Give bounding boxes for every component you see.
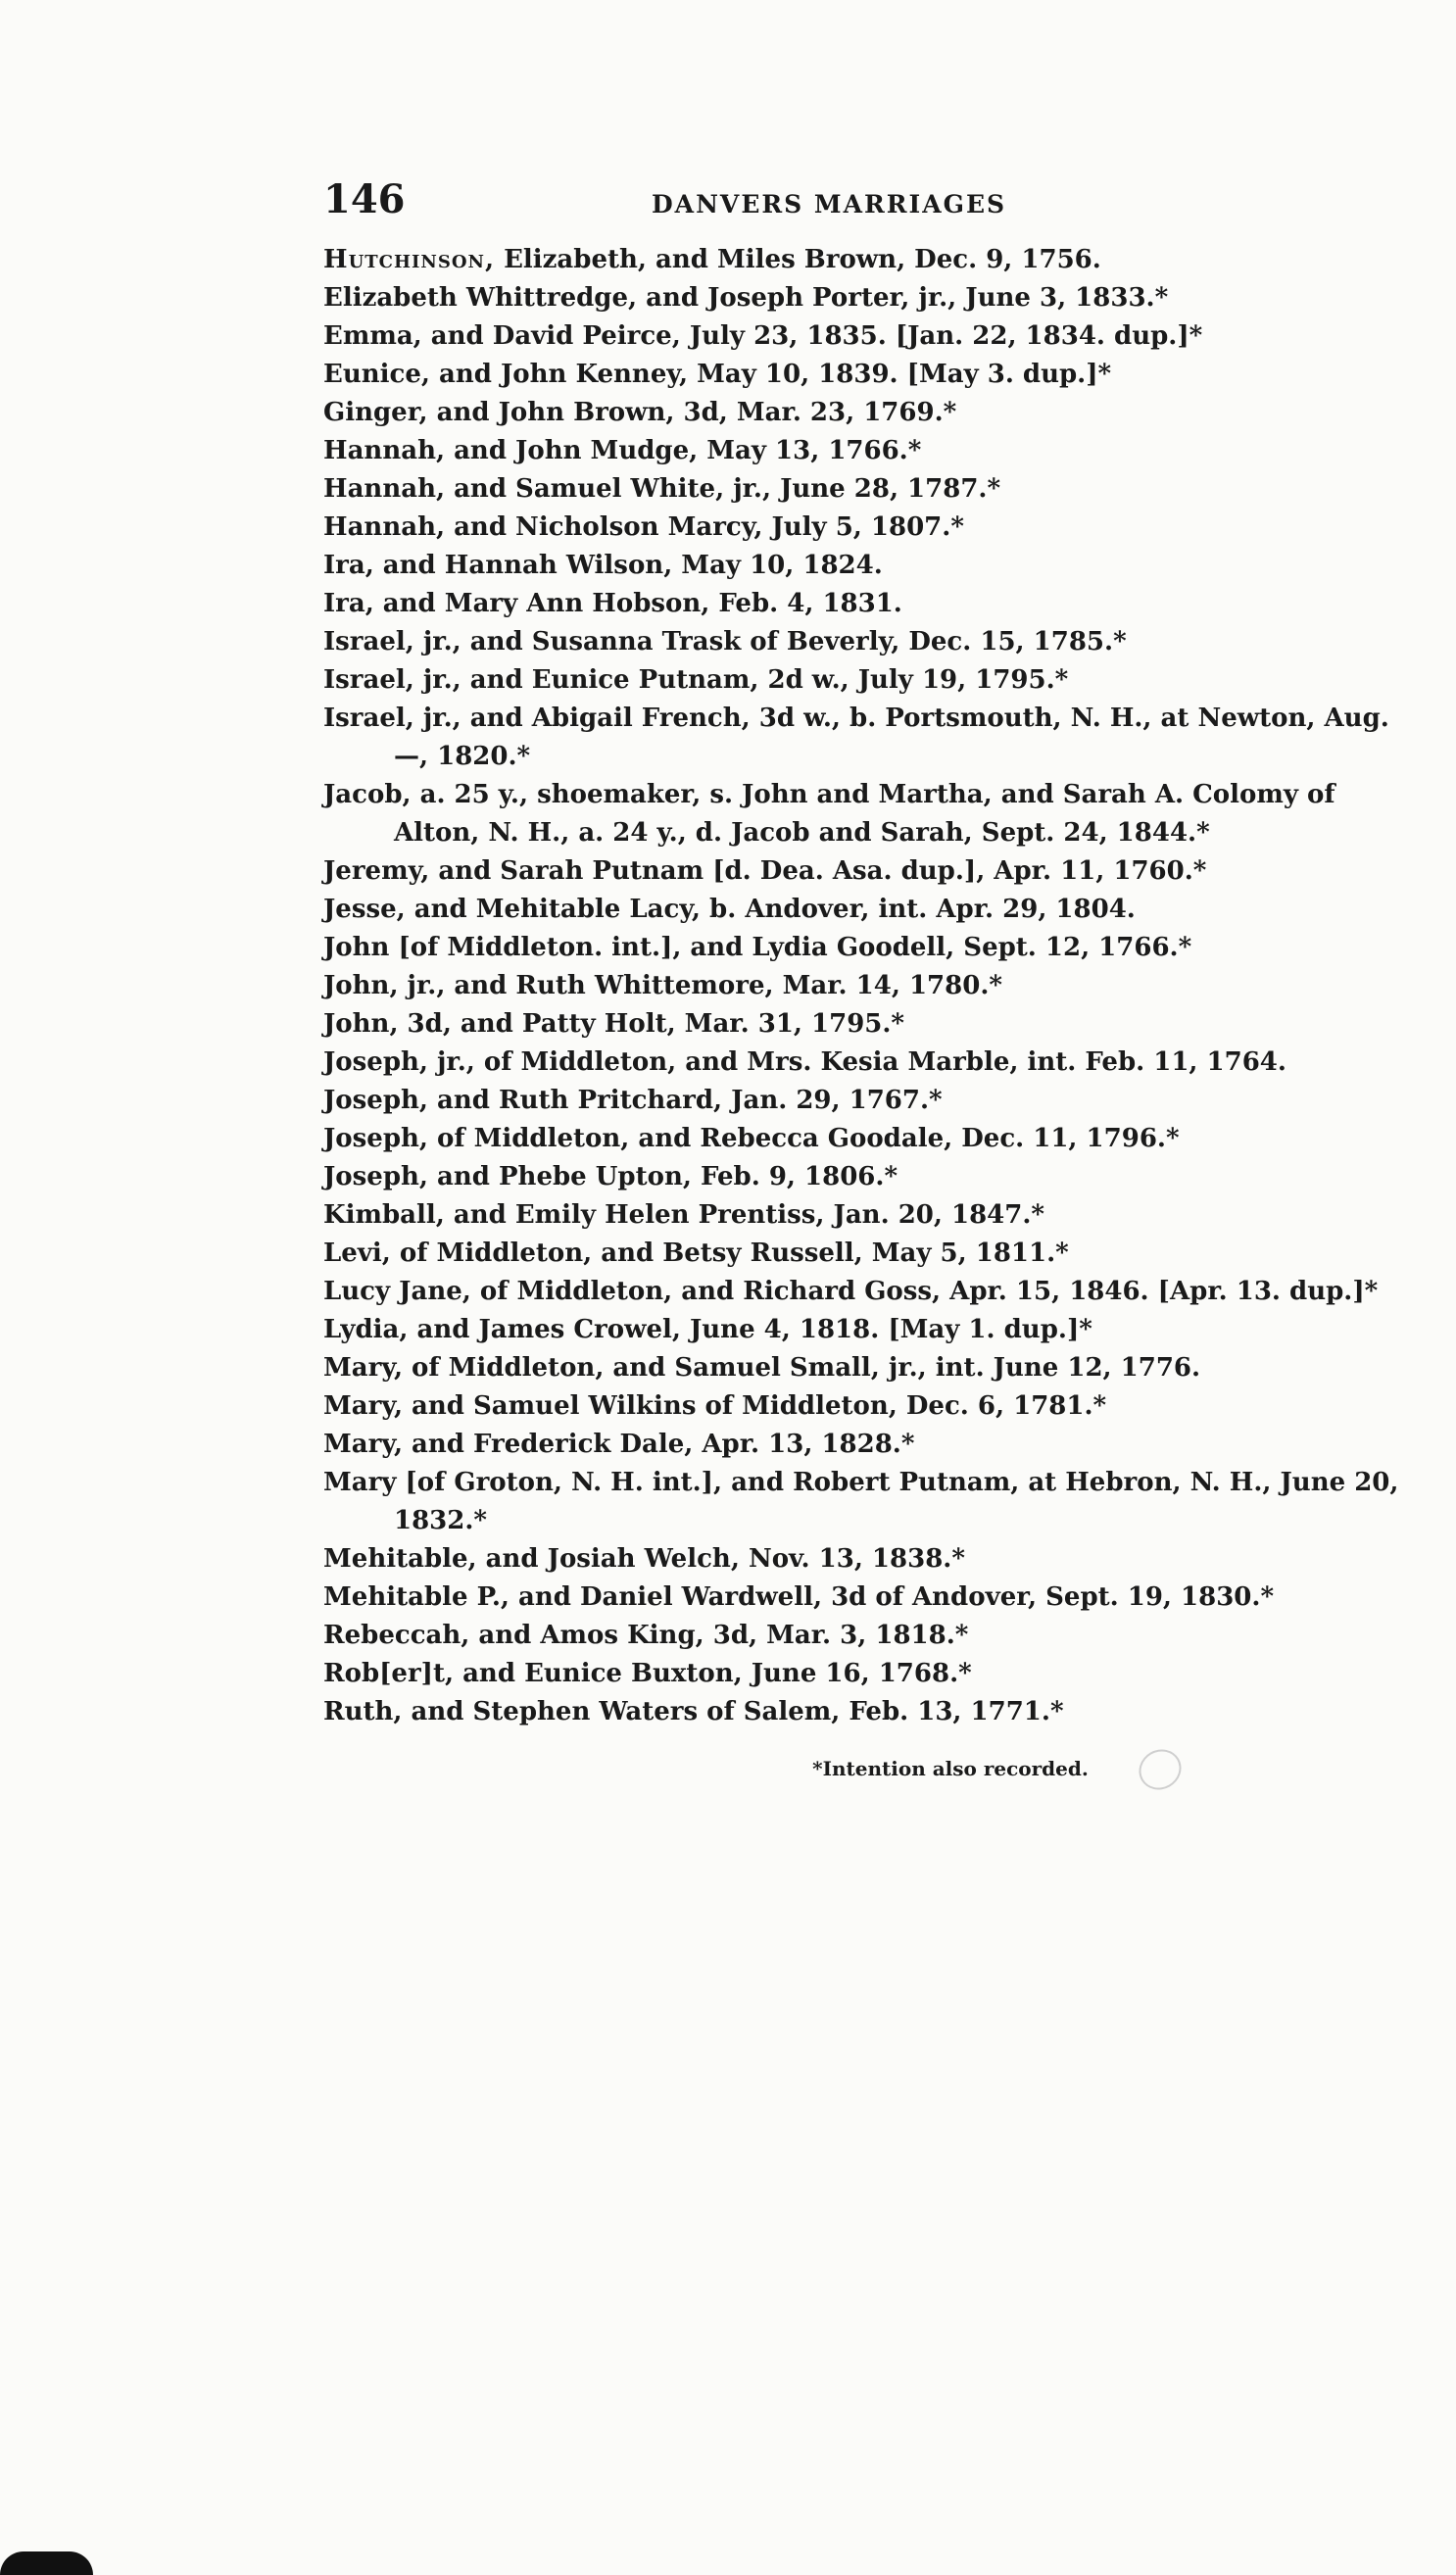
list-item: John [of Middleton. int.], and Lydia Goodell, Sept. 12, 1766.*: [323, 933, 1192, 962]
list-item: Mehitable, and Josiah Welch, Nov. 13, 1838.*: [323, 1544, 965, 1574]
list-item: Israel, jr., and Susanna Trask of Beverly, Dec. 15, 1785.*: [323, 627, 1127, 656]
list-item: Joseph, and Phebe Upton, Feb. 9, 1806.*: [323, 1162, 898, 1191]
list-item: Ginger, and John Brown, 3d, Mar. 23, 1769.*: [323, 398, 957, 427]
entry-text: Elizabeth, and Miles Brown, Dec. 9, 1756.: [495, 245, 1101, 274]
list-item: Elizabeth Whittredge, and Joseph Porter, jr., June 3, 1833.*: [323, 283, 1169, 313]
list-item: Joseph, jr., of Middleton, and Mrs. Kesia Marble, int. Feb. 11, 1764.: [323, 1047, 1286, 1077]
list-item: Rob[er]t, and Eunice Buxton, June 16, 1768.*: [323, 1659, 972, 1688]
document-page: [323, 176, 1421, 1780]
list-item: Emma, and David Peirce, July 23, 1835. [Jan. 22, 1834. dup.]*: [323, 321, 1203, 351]
list-item: Lucy Jane, of Middleton, and Richard Goss, Apr. 15, 1846. [Apr. 13. dup.]*: [323, 1277, 1379, 1306]
page-header: [323, 176, 1421, 235]
list-item: Jesse, and Mehitable Lacy, b. Andover, int. Apr. 29, 1804.: [323, 895, 1136, 924]
list-item: Hannah, and Samuel White, jr., June 28, 1787.*: [323, 474, 1001, 504]
list-item: Israel, jr., and Abigail French, 3d w., b. Portsmouth, N. H., at Newton, Aug. —, 1820.*: [323, 704, 1389, 771]
entry-surname: Hutchinson,: [323, 245, 496, 274]
running-head: DANVERS MARRIAGES: [652, 190, 1007, 219]
list-item: John, 3d, and Patty Holt, Mar. 31, 1795.*: [323, 1009, 905, 1039]
list-item: Levi, of Middleton, and Betsy Russell, May 5, 1811.*: [323, 1239, 1069, 1268]
list-item: Mehitable P., and Daniel Wardwell, 3d of Andover, Sept. 19, 1830.*: [323, 1582, 1275, 1612]
list-item: Eunice, and John Kenney, May 10, 1839. [May 3. dup.]*: [323, 360, 1112, 389]
list-item: Kimball, and Emily Helen Prentiss, Jan. 20, 1847.*: [323, 1200, 1044, 1230]
list-item: Joseph, and Ruth Pritchard, Jan. 29, 1767.*: [323, 1086, 943, 1115]
list-item: Ruth, and Stephen Waters of Salem, Feb. 13, 1771.*: [323, 1697, 1064, 1726]
page-number: 146: [323, 176, 406, 222]
list-item: Israel, jr., and Eunice Putnam, 2d w., July 19, 1795.*: [323, 665, 1069, 695]
footnote: *Intention also recorded.: [812, 1757, 1089, 1780]
list-item: Ira, and Hannah Wilson, May 10, 1824.: [323, 551, 883, 580]
list-item: Joseph, of Middleton, and Rebecca Goodale, Dec. 11, 1796.*: [323, 1124, 1180, 1153]
list-item: Mary, and Frederick Dale, Apr. 13, 1828.*: [323, 1430, 915, 1459]
list-item: Jeremy, and Sarah Putnam [d. Dea. Asa. dup.], Apr. 11, 1760.*: [323, 856, 1207, 886]
marriage-entries: [323, 241, 1421, 1731]
list-item: Jacob, a. 25 y., shoemaker, s. John and Martha, and Sarah A. Colomy of Alton, N. H., a. 24 y., d. Jacob and Sarah, Sept. 24, 1844.*: [323, 780, 1335, 848]
list-item: Hannah, and Nicholson Marcy, July 5, 1807.*: [323, 512, 964, 542]
list-item: [323, 241, 1421, 279]
scan-edge-smudge: [0, 2551, 93, 2575]
list-item: Mary [of Groton, N. H. int.], and Robert Putnam, at Hebron, N. H., June 20, 1832.*: [323, 1468, 1399, 1535]
list-item: Hannah, and John Mudge, May 13, 1766.*: [323, 436, 922, 465]
list-item: John, jr., and Ruth Whittemore, Mar. 14, 1780.*: [323, 971, 1002, 1000]
list-item: Mary, and Samuel Wilkins of Middleton, Dec. 6, 1781.*: [323, 1391, 1107, 1421]
list-item: Mary, of Middleton, and Samuel Small, jr., int. June 12, 1776.: [323, 1353, 1201, 1383]
list-item: Rebeccah, and Amos King, 3d, Mar. 3, 1818.*: [323, 1621, 969, 1650]
list-item: Lydia, and James Crowel, June 4, 1818. [May 1. dup.]*: [323, 1315, 1092, 1344]
list-item: Ira, and Mary Ann Hobson, Feb. 4, 1831.: [323, 589, 902, 618]
